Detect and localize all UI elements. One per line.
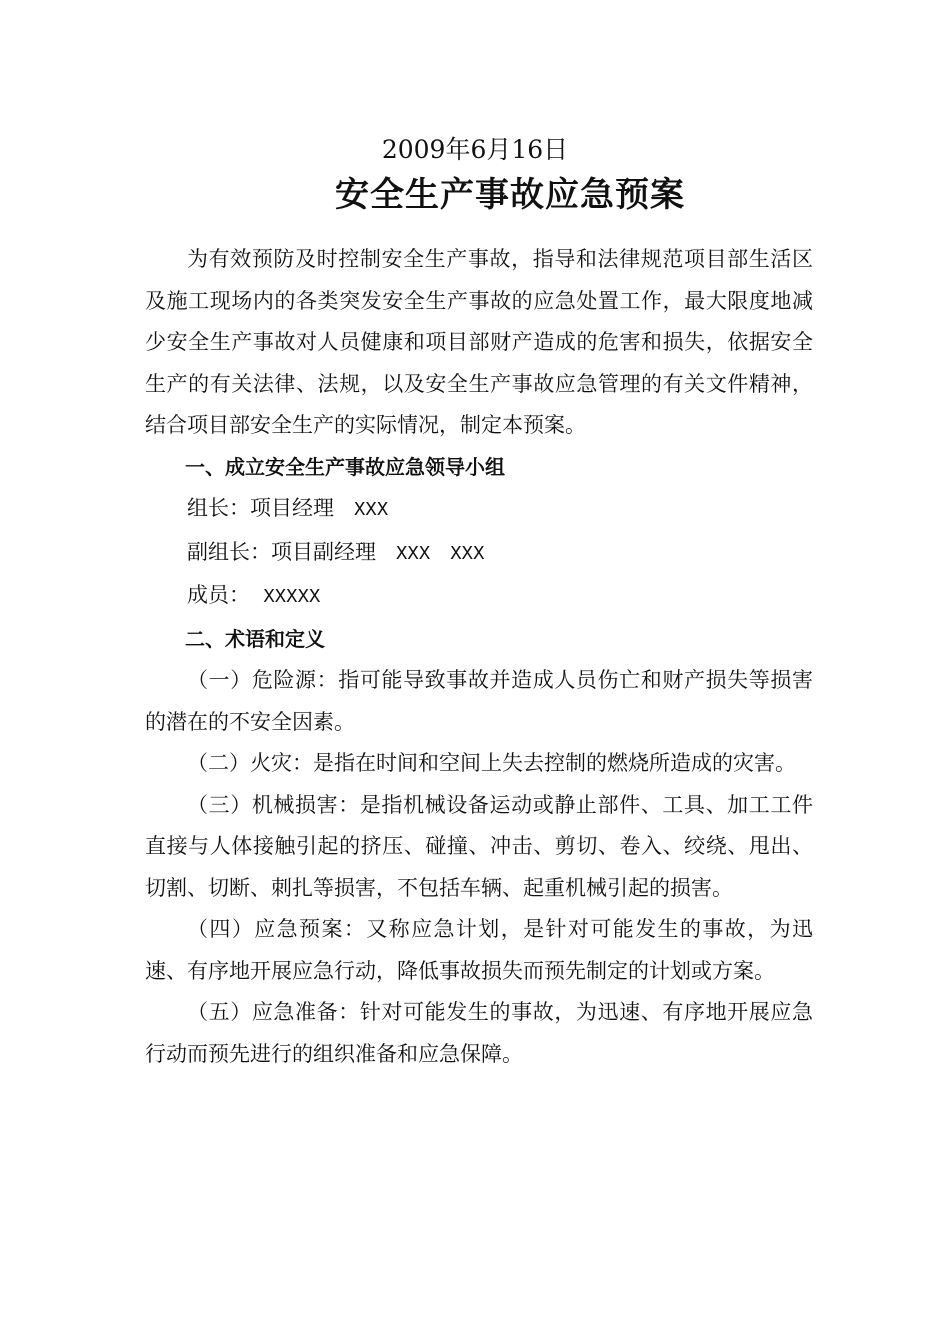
section2-heading: 二、术语和定义 [185, 626, 325, 651]
leader-name: XXX [354, 499, 389, 521]
definition-paragraph: （三）机械损害：是指机械设备运动或静止部件、工具、加工工件直接与人体接触引起的挤压、碰撞、冲击、剪切、卷入、绞绕、甩出、切割、切断、刺扎等损害，不包括车辆、起重机械引起的损害。 [145, 792, 813, 900]
document-body [145, 239, 813, 1075]
document-title [0, 168, 950, 222]
members-line [145, 575, 813, 619]
title-text: 安全生产事故应急预案 [335, 175, 685, 215]
document-date [0, 130, 950, 170]
members-name: XXXXX [263, 586, 321, 608]
definition-paragraph: （一）危险源：指可能导致事故并造成人员伤亡和财产损失等损害的潜在的不安全因素。 [145, 668, 813, 734]
intro-paragraph: 为有效预防及时控制安全生产事故，指导和法律规范项目部生活区及施工现场内的各类突发安全生产事故的应急处置工作，最大限度地减少安全生产事故对人员健康和项目部财产造成的危害和损失，依据安全生产的有关法律、法规，以及安全生产事故应急管理的有关文件精神，结合项目部安全生产的实际情况，制定本预案。 [145, 247, 813, 437]
leader-line [145, 488, 813, 532]
deputy-label: 副组长：项目副经理 [187, 539, 376, 564]
deputy-name-1: XXX [396, 542, 431, 565]
definition-paragraph: （二）火灾：是指在时间和空间上失去控制的燃烧所造成的灾害。 [187, 751, 796, 775]
definition-paragraph: （四）应急预案：又称应急计划，是针对可能发生的事故，为迅速、有序地开展应急行动，降低事故损失而预先制定的计划或方案。 [145, 917, 813, 983]
date-text: 2009年6月16日 [381, 135, 569, 164]
deputy-line [145, 532, 813, 576]
leader-label: 组长：项目经理 [187, 496, 334, 520]
definition-paragraph: （五）应急准备：针对可能发生的事故，为迅速、有序地开展应急行动而预先进行的组织准备和应急保障。 [145, 1000, 813, 1066]
section1-heading: 一、成立安全生产事故应急领导小组 [185, 454, 505, 479]
deputy-name-2: XXX [450, 542, 485, 565]
members-label: 成员： [187, 583, 250, 607]
